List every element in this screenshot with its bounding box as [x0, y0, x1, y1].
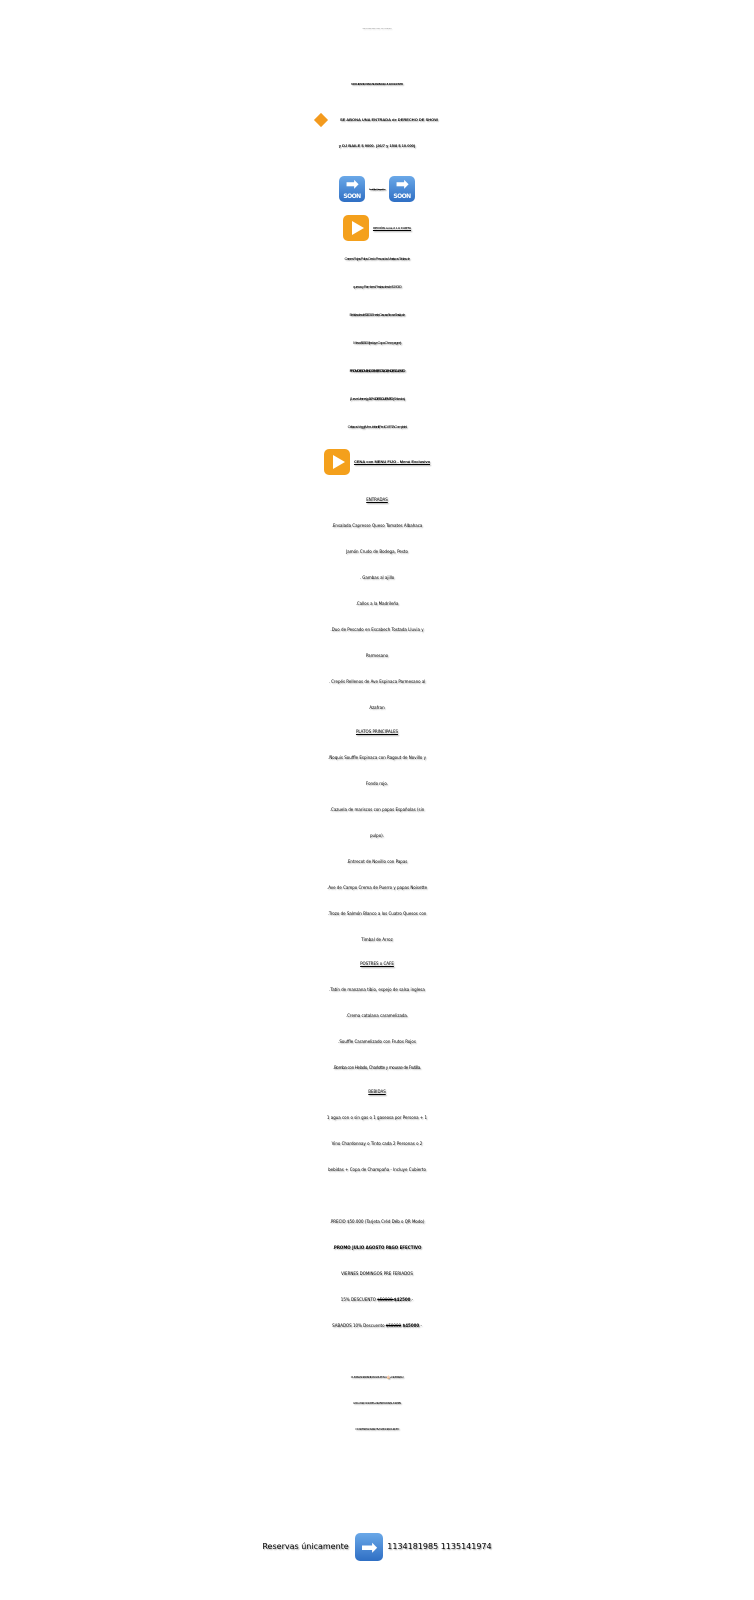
footer-line-3: [0, 1484, 754, 1504]
discount-ten-text: 10 % DESCUENTO: [368, 396, 393, 401]
menu-item: Parmesano: [365, 653, 389, 658]
menu-item: .Ensalada Capresse Queso Tomates Albahaca: [331, 523, 423, 528]
carta-line-2: quesos y Fiambres Pastas desde $ 19000: [352, 284, 402, 289]
notice-line-2: y DJ BAILE $ 9000. (26/7 y 15/8 $ 10.000): [338, 143, 416, 148]
phone-number[interactable]: 1135141974: [438, 1542, 492, 1551]
price-line: .PRECIO $50.000 (Tarjeta Créd Déb o QR Modo): [329, 1219, 425, 1224]
notice-text-1: SE ABONA UNA ENTRADA de DERECHO DE SHOW: [339, 117, 439, 122]
promo-discount-15-line: 15% DESCUENTO $50000 $42500.-: [340, 1297, 414, 1302]
menu-fijo-heading-line: [0, 447, 754, 477]
menu-item: . Crepés Rellenos de Ave Espinaca Parmesano al: [328, 679, 426, 684]
menu-item: . Gambas al ajillo: [359, 575, 395, 580]
discount-saturday-text: (Sábados): [392, 396, 405, 401]
menu-item: .Souffle Caramelizado con Frutos Rojos: [338, 1039, 416, 1044]
menu-item: 1 agua con o sin gas o 1 gaseosa por Persona + 1: [326, 1115, 428, 1120]
new-price: $45000: [401, 1323, 420, 1328]
menu-item: Timbal de Arroz: [361, 937, 393, 942]
suma-line: [0, 176, 754, 204]
menu-item: Fondo rojo.: [365, 781, 389, 786]
menu-item: .Callos a la Madrileña: [355, 601, 399, 606]
carta-line-1: Carnes Rojas Pollos Cerdo Pescados Mariscos Tablas de: [344, 256, 410, 261]
carta-heading: OPCIÓN cena A LA CARTA: [372, 226, 412, 230]
groups-line-2: EXCLUSIVO 1 GRATIS + DE 35 PAX 2 MENU GRATIS: [353, 1401, 401, 1405]
entradas-title: ENTRADAS: [366, 497, 388, 502]
play-button-icon: [324, 449, 350, 475]
carta-line-4: Mesa $6500 (Incluye Copa Champagne): [353, 340, 401, 345]
principales-title: PLATOS PRINCIPALES: [355, 729, 399, 734]
menu-item: .Entrecot de Novillo con Papas: [346, 859, 408, 864]
menu-item: .Ave de Campo Crema de Puerro y papas Noisette: [326, 885, 428, 890]
right-arrow-icon: ➡: [355, 1533, 383, 1561]
carta-promo-line: PROMO ABONANDO EN EFECTIVO 20% DESCUENTO: [349, 368, 405, 373]
orange-diamond-icon: [314, 113, 328, 127]
right-arrow-icon: ➡: [384, 1375, 387, 1379]
menu-item: .Crema catalana caramelizada.: [345, 1013, 409, 1018]
menu-item: pulpo).: [369, 833, 384, 838]
groups-line-1: CUMPLES DESPEDIDAS GRUPOS ➡🎂 + DE 15 MENU: [0, 1364, 754, 1390]
carta-heading-line: [0, 213, 754, 243]
reservations-line: [0, 1530, 754, 1564]
soon-arrow-icon: ➡ SOON: [339, 176, 365, 202]
menu-item: .Cazuela de mariscos con papas Españolas (sin: [329, 807, 425, 812]
menu-item: Jamón Crudo de Bodega, Pesto: [346, 549, 408, 554]
birthday-cake-icon: 🎂: [386, 1375, 390, 1380]
menu-item: .Bomba con Helado, Charlotte y mousse de Frutilla.: [333, 1065, 421, 1070]
schedule-line: [0, 38, 754, 60]
menu-item: .Tatín de manzana tibio, espejo de salsa inglesa: [329, 987, 425, 992]
menu-item: bebidas + Copa de Champaña - Incluye Cubierto: [328, 1167, 426, 1172]
promo-days-line: VIERNES DOMINGOS PRE FERIADOS: [341, 1271, 413, 1276]
promo-line: .PROMO JULIO AGOSTO PAGO EFECTIVO: [332, 1245, 422, 1250]
promo-text: PROMO JULIO AGOSTO PAGO EFECTIVO: [333, 1245, 422, 1250]
play-button-icon: [343, 215, 369, 241]
discount-days-text: (Jueves Viernes) y: [349, 396, 369, 401]
venue-line: Museo del Jamón PUERTO MADERO Alicia M de Justo 2020: [362, 29, 392, 30]
menu-item: .Duo de Pescado en Escabech Tostada Lluvia y: [330, 627, 424, 632]
menu-item: .Ñoquis Souffle Espinaca con Ragout de Novillo y: [328, 755, 426, 760]
new-price: $42500: [393, 1297, 411, 1302]
event-title: NOCHES DE CENA SHOW BAILE JULIO AGOSTO: [351, 82, 403, 86]
suma-label: Suma las Mejores Opciones para Cenar: [369, 189, 385, 191]
footer-line-4: [0, 1504, 754, 1524]
carta-line-7: Celiacos Veggi Menu Infantil Pedi CARTA Completa!: [347, 424, 407, 429]
reservations-label: Reservas únicamente: [262, 1542, 352, 1551]
carta-line-3: Bebidas desde $3000. En este Caso se Abona Servicio de: [349, 312, 405, 317]
footer-line-1: [0, 1444, 754, 1464]
menu-item: Azafran: [369, 705, 385, 710]
menu-item: Vino Chardonnay o Tinto cada 2 Personas o 2: [331, 1141, 423, 1146]
promo-discount-10-line: SABADOS 10% Descuento $50000 $45000.-: [332, 1323, 422, 1328]
menu-fijo-heading: CENA con MENU FIJO - Menú Exclusivo: [353, 459, 431, 464]
notice-line-1: [0, 106, 754, 134]
groups-line-3: O CARTA PAGO EFECTIVO 20% DESCUENTO: [355, 1427, 399, 1431]
postres-title: POSTRES o CAFE: [360, 961, 394, 966]
old-price: $50000: [377, 1297, 394, 1302]
phone-number[interactable]: 1134181985: [387, 1542, 439, 1551]
old-price: $50000: [385, 1323, 402, 1328]
footer-line-2: [0, 1464, 754, 1484]
bebidas-title: BEBIDAS: [368, 1089, 386, 1094]
menu-item: .Trozo de Salmón Blanco a los Cuatro Quesos con: [327, 911, 427, 916]
carta-discount-line: [0, 385, 754, 413]
soon-arrow-icon: ➡ SOON: [389, 176, 415, 202]
